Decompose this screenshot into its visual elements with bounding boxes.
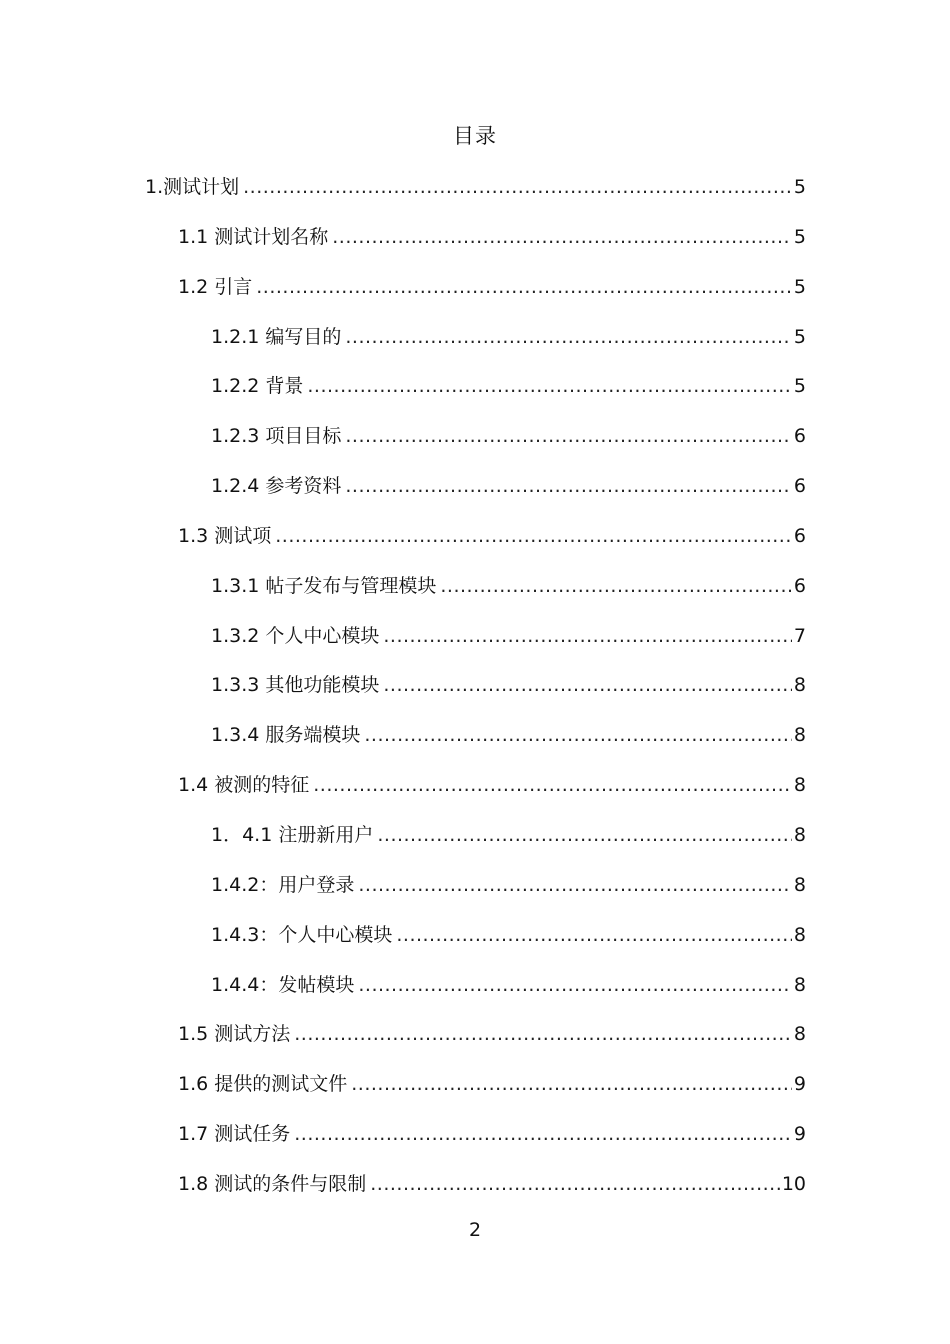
- toc-entry-line: [211, 472, 806, 500]
- toc-entry-line: [211, 372, 806, 400]
- toc-dot-leader: [358, 871, 792, 899]
- toc-entry[interactable]: [0, 669, 950, 719]
- toc-entry-line: [178, 273, 806, 301]
- toc-entry-line: [211, 721, 806, 749]
- toc-entry-page-number: 8: [793, 774, 806, 797]
- toc-entry[interactable]: [0, 769, 950, 819]
- toc-dot-leader: [294, 1020, 792, 1048]
- toc-entry[interactable]: [0, 570, 950, 620]
- toc-entry[interactable]: [0, 271, 950, 321]
- toc-entry-label: 1.6 提供的测试文件: [178, 1073, 348, 1096]
- toc-entry-label: 1.测试计划: [145, 176, 240, 198]
- toc-entry[interactable]: [0, 370, 950, 420]
- toc-entry-label: 1.4.3：个人中心模块: [211, 923, 393, 946]
- toc-entry-line: [211, 671, 806, 699]
- toc-dot-leader: [370, 1170, 780, 1198]
- toc-dot-leader: [332, 223, 792, 251]
- toc-dot-leader: [275, 522, 792, 550]
- toc-dot-leader: [383, 622, 792, 650]
- toc-entry-page-number: 6: [793, 475, 806, 498]
- toc-entry-page-number: 8: [793, 1023, 806, 1046]
- toc-entry-line: [178, 1120, 806, 1148]
- toc-entry[interactable]: [0, 919, 950, 969]
- toc-entry-page-number: 9: [793, 1123, 806, 1146]
- toc-dot-leader: [345, 472, 792, 500]
- toc-entry[interactable]: [0, 520, 950, 570]
- toc-entry-label: 1.8 测试的条件与限制: [178, 1172, 367, 1195]
- toc-entry-label: 1.2.4 参考资料: [211, 475, 342, 498]
- toc-entry-line: [211, 871, 806, 899]
- toc-dot-leader: [364, 721, 792, 749]
- toc-entry-page-number: 5: [793, 176, 806, 198]
- toc-entry[interactable]: [0, 171, 950, 221]
- table-of-contents: [0, 171, 950, 1218]
- page-number: 2: [468, 1219, 482, 1241]
- toc-entry[interactable]: [0, 470, 950, 520]
- toc-entry-label: 1.4.2：用户登录: [211, 873, 355, 896]
- toc-entry-label: 1.2.1 编写目的: [211, 325, 342, 348]
- toc-dot-leader: [345, 422, 792, 450]
- toc-entry-page-number: 6: [793, 574, 806, 597]
- toc-entry-line: [211, 921, 806, 949]
- toc-entry-line: [178, 1070, 806, 1098]
- toc-entry-label: 1.4 被测的特征: [178, 774, 310, 797]
- toc-entry-line: [178, 1170, 806, 1198]
- toc-entry[interactable]: [0, 819, 950, 869]
- toc-entry-page-number: 5: [793, 225, 806, 248]
- toc-entry-line: [211, 323, 806, 351]
- toc-entry-label: 1.4.4：发帖模块: [211, 973, 355, 996]
- toc-dot-leader: [294, 1120, 792, 1148]
- toc-entry[interactable]: [0, 620, 950, 670]
- toc-entry-page-number: 5: [793, 325, 806, 348]
- toc-dot-leader: [358, 971, 792, 999]
- toc-entry-line: [178, 1020, 806, 1048]
- toc-entry[interactable]: [0, 719, 950, 769]
- toc-entry-line: [211, 572, 806, 600]
- toc-dot-leader: [351, 1070, 792, 1098]
- toc-entry-page-number: 8: [793, 923, 806, 946]
- toc-dot-leader: [345, 323, 792, 351]
- toc-entry-label: 1.2.3 项目目标: [211, 425, 342, 448]
- toc-entry-line: [178, 771, 806, 799]
- toc-entry-page-number: 6: [793, 524, 806, 547]
- toc-entry[interactable]: [0, 321, 950, 371]
- toc-entry-page-number: 8: [793, 674, 806, 697]
- toc-dot-leader: [313, 771, 792, 799]
- toc-entry-page-number: 10: [781, 1172, 806, 1195]
- toc-entry-page-number: 8: [793, 873, 806, 896]
- toc-entry-page-number: 6: [793, 425, 806, 448]
- toc-entry[interactable]: [0, 1118, 950, 1168]
- toc-dot-leader: [307, 372, 792, 400]
- toc-dot-leader: [377, 821, 792, 849]
- toc-dot-leader: [383, 671, 792, 699]
- toc-entry-label: 1．4.1 注册新用户: [211, 823, 374, 846]
- toc-title: 目录: [453, 124, 497, 148]
- toc-entry[interactable]: [0, 221, 950, 271]
- toc-entry-line: [178, 522, 806, 550]
- toc-entry-page-number: 8: [793, 823, 806, 846]
- toc-entry-label: 1.5 测试方法: [178, 1023, 291, 1046]
- toc-entry-line: [178, 223, 806, 251]
- toc-entry-line: [211, 971, 806, 999]
- toc-entry[interactable]: [0, 1168, 950, 1218]
- toc-entry-line: [211, 821, 806, 849]
- toc-entry-label: 1.3 测试项: [178, 524, 272, 547]
- toc-entry-line: [145, 173, 806, 201]
- toc-entry-page-number: 5: [793, 375, 806, 398]
- toc-entry-label: 1.3.4 服务端模块: [211, 724, 361, 747]
- toc-entry[interactable]: [0, 869, 950, 919]
- toc-dot-leader: [396, 921, 792, 949]
- toc-entry-label: 1.7 测试任务: [178, 1123, 291, 1146]
- toc-entry-label: 1.3.3 其他功能模块: [211, 674, 380, 697]
- toc-entry-label: 1.2 引言: [178, 275, 253, 298]
- toc-entry-line: [211, 622, 806, 650]
- toc-entry-page-number: 5: [793, 275, 806, 298]
- toc-dot-leader: [243, 173, 792, 201]
- toc-entry-label: 1.3.1 帖子发布与管理模块: [211, 574, 437, 597]
- toc-entry-page-number: 7: [793, 624, 806, 647]
- toc-dot-leader: [440, 572, 792, 600]
- toc-entry[interactable]: [0, 969, 950, 1019]
- toc-entry-page-number: 8: [793, 724, 806, 747]
- toc-entry-label: 1.2.2 背景: [211, 375, 304, 398]
- toc-entry[interactable]: [0, 420, 950, 470]
- toc-entry[interactable]: [0, 1018, 950, 1068]
- toc-entry[interactable]: [0, 1068, 950, 1118]
- toc-dot-leader: [256, 273, 792, 301]
- toc-entry-page-number: 8: [793, 973, 806, 996]
- toc-entry-page-number: 9: [793, 1073, 806, 1096]
- toc-entry-line: [211, 422, 806, 450]
- toc-entry-label: 1.3.2 个人中心模块: [211, 624, 380, 647]
- toc-entry-label: 1.1 测试计划名称: [178, 225, 329, 248]
